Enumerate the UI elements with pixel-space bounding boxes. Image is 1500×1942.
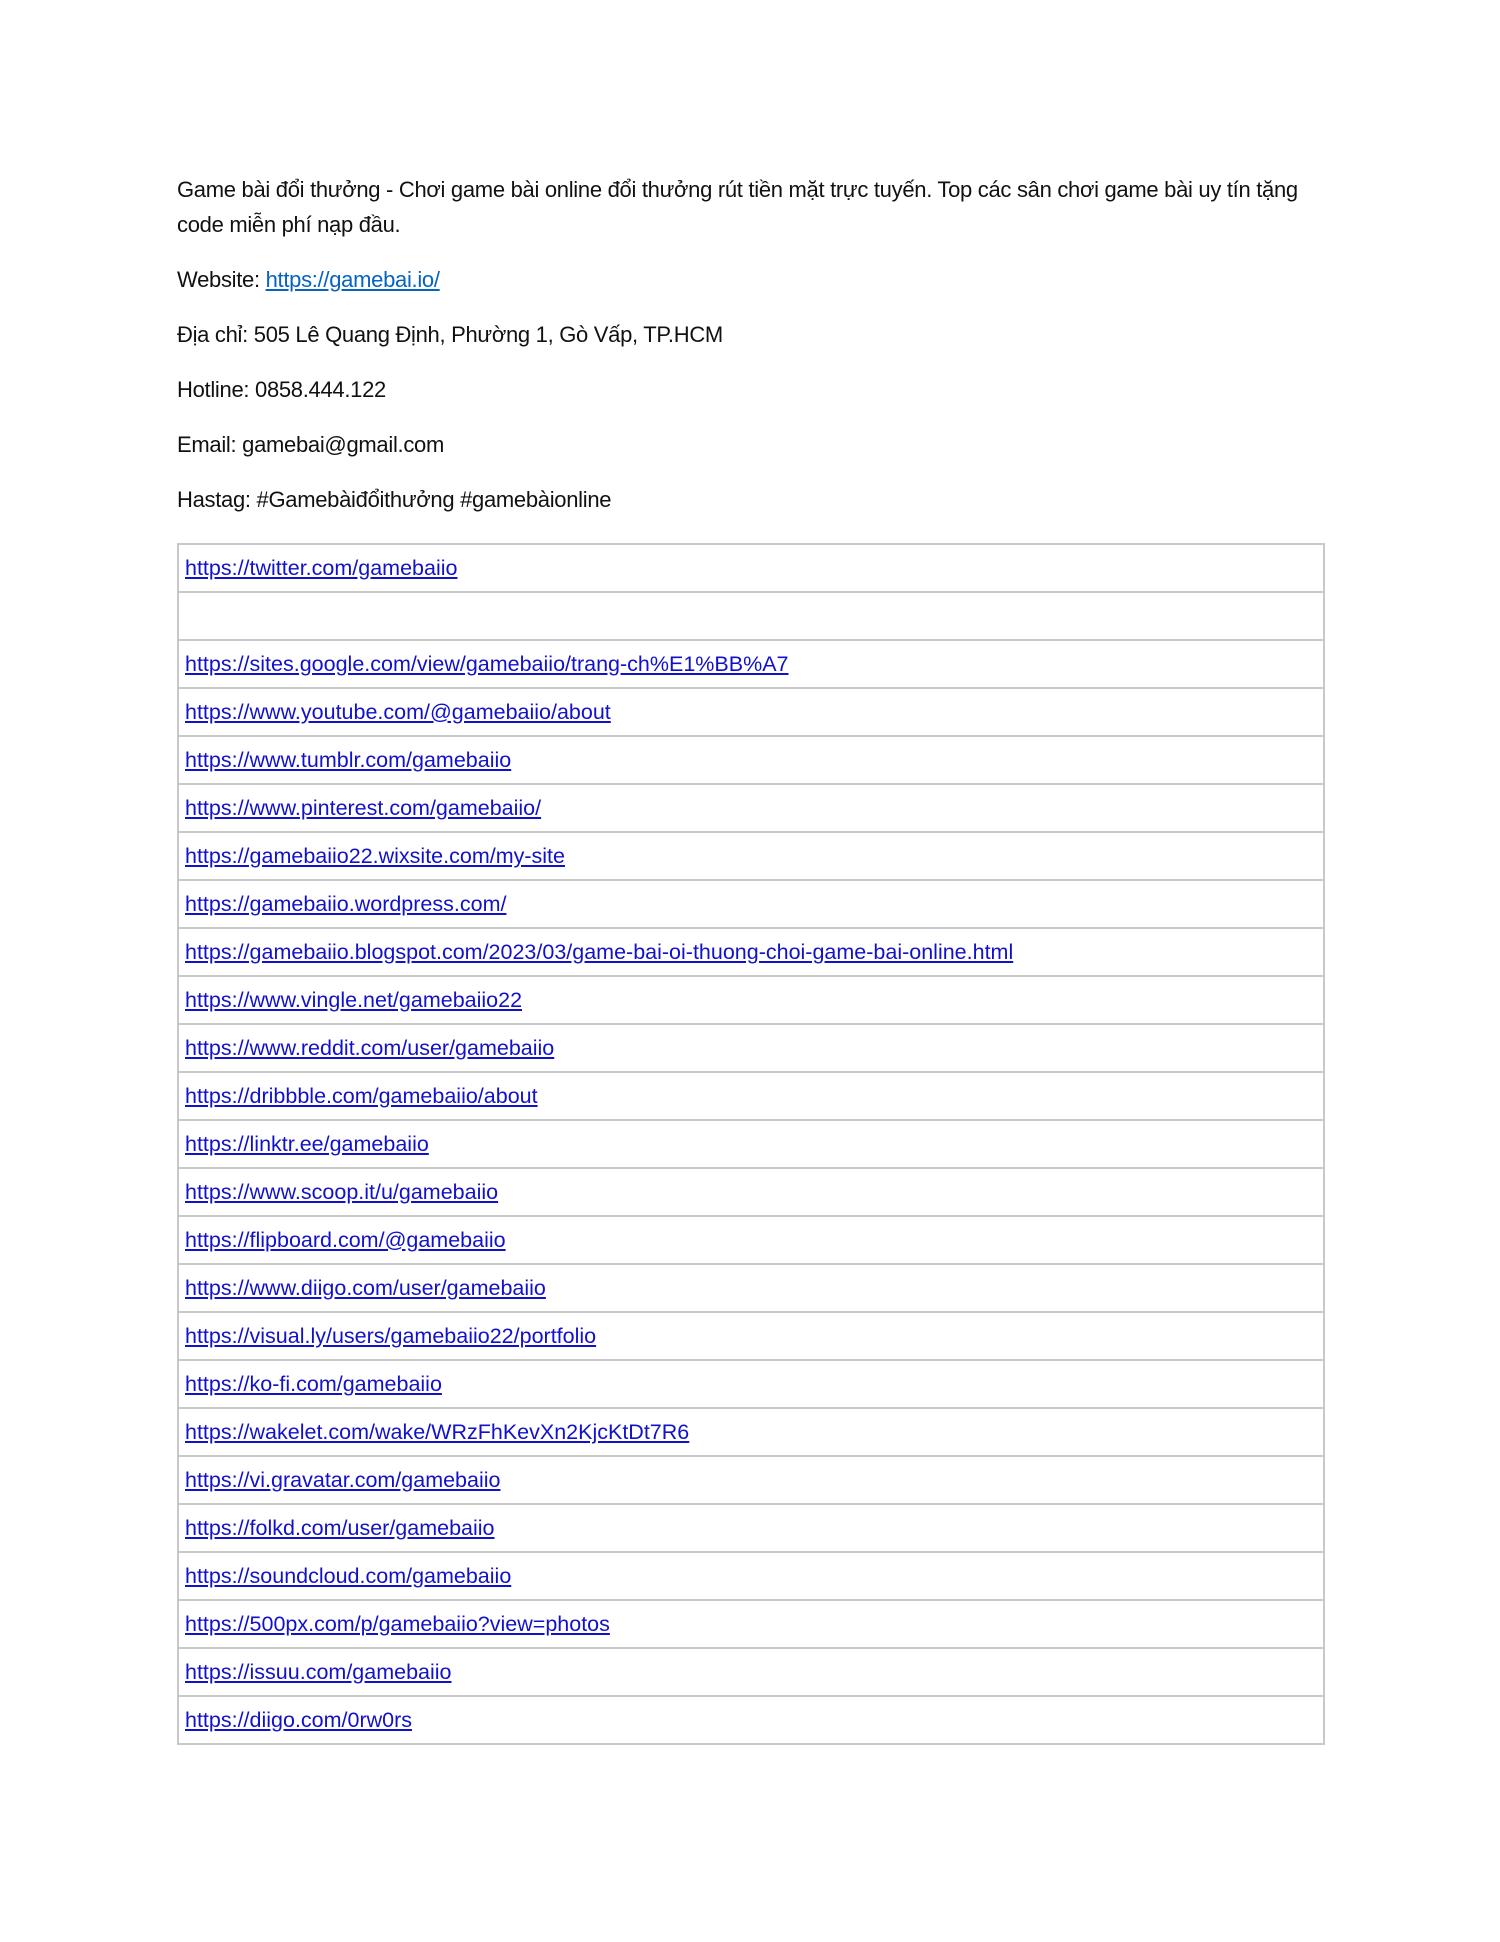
website-label: Website: [177, 267, 266, 292]
profile-link[interactable]: https://folkd.com/user/gamebaiio [185, 1515, 495, 1540]
table-row [178, 1120, 1324, 1168]
table-row [178, 976, 1324, 1024]
link-cell [178, 1168, 1324, 1216]
table-row [178, 1072, 1324, 1120]
profile-link[interactable]: https://gamebaiio.blogspot.com/2023/03/game-bai-oi-thuong-choi-game-bai-online.html [185, 939, 1014, 964]
link-cell [178, 1696, 1324, 1744]
link-cell [178, 1024, 1324, 1072]
link-cell [178, 592, 1324, 640]
email-line: Email: gamebai@gmail.com [177, 432, 445, 457]
table-row [178, 784, 1324, 832]
profile-link[interactable]: https://www.tumblr.com/gamebaiio [185, 747, 512, 772]
profile-link[interactable]: https://www.pinterest.com/gamebaiio/ [185, 795, 542, 820]
table-row [178, 1648, 1324, 1696]
profile-link[interactable]: https://sites.google.com/view/gamebaiio/trang-ch%E1%BB%A7 [185, 651, 789, 676]
hotline-line: Hotline: 0858.444.122 [177, 377, 386, 402]
link-cell [178, 1264, 1324, 1312]
table-row [178, 1264, 1324, 1312]
profile-link[interactable]: https://linktr.ee/gamebaiio [185, 1131, 429, 1156]
link-cell [178, 1216, 1324, 1264]
link-cell [178, 1408, 1324, 1456]
links-table [177, 543, 1325, 1745]
table-row [178, 592, 1324, 640]
link-cell [178, 976, 1324, 1024]
table-row [178, 1600, 1324, 1648]
link-cell [178, 1312, 1324, 1360]
table-row [178, 1168, 1324, 1216]
website-line [177, 262, 1325, 297]
address-line: Địa chỉ: 505 Lê Quang Định, Phường 1, Gò Vấp, TP.HCM [177, 322, 723, 347]
link-cell [178, 1552, 1324, 1600]
table-row [178, 1216, 1324, 1264]
link-cell [178, 784, 1324, 832]
table-row [178, 1504, 1324, 1552]
table-row [178, 880, 1324, 928]
document-body [177, 172, 1325, 537]
table-row [178, 832, 1324, 880]
link-cell [178, 688, 1324, 736]
link-cell [178, 640, 1324, 688]
table-row [178, 1456, 1324, 1504]
profile-link[interactable]: https://wakelet.com/wake/WRzFhKevXn2KjcKtDt7R6 [185, 1419, 690, 1444]
intro-paragraph: Game bài đổi thưởng - Chơi game bài online đổi thưởng rút tiền mặt trực tuyến. Top các sân chơi game bài uy tín tặng code miễn phí nạp đầu. [177, 177, 1298, 237]
link-cell [178, 1120, 1324, 1168]
link-cell [178, 1648, 1324, 1696]
link-cell [178, 1072, 1324, 1120]
link-cell [178, 1504, 1324, 1552]
profile-link[interactable]: https://flipboard.com/@gamebaiio [185, 1227, 506, 1252]
table-row [178, 928, 1324, 976]
profile-link[interactable]: https://dribbble.com/gamebaiio/about [185, 1083, 538, 1108]
hashtag-line: Hastag: #Gamebàiđổithưởng #gamebàionline [177, 487, 612, 512]
profile-link[interactable]: https://diigo.com/0rw0rs [185, 1707, 413, 1732]
profile-link[interactable]: https://www.vingle.net/gamebaiio22 [185, 987, 523, 1012]
profile-link[interactable]: https://soundcloud.com/gamebaiio [185, 1563, 512, 1588]
profile-link[interactable]: https://gamebaiio.wordpress.com/ [185, 891, 507, 916]
profile-link[interactable]: https://twitter.com/gamebaiio [185, 555, 458, 580]
link-cell [178, 544, 1324, 592]
profile-link[interactable]: https://vi.gravatar.com/gamebaiio [185, 1467, 501, 1492]
table-row [178, 640, 1324, 688]
profile-link[interactable]: https://500px.com/p/gamebaiio?view=photos [185, 1611, 610, 1636]
table-row [178, 1408, 1324, 1456]
profile-link[interactable]: https://ko-fi.com/gamebaiio [185, 1371, 442, 1396]
profile-link[interactable]: https://visual.ly/users/gamebaiio22/portfolio [185, 1323, 597, 1348]
profile-link[interactable]: https://www.reddit.com/user/gamebaiio [185, 1035, 555, 1060]
table-row [178, 688, 1324, 736]
link-cell [178, 832, 1324, 880]
profile-link[interactable]: https://gamebaiio22.wixsite.com/my-site [185, 843, 565, 868]
link-cell [178, 1600, 1324, 1648]
website-link[interactable]: https://gamebai.io/ [265, 267, 440, 292]
table-row [178, 1024, 1324, 1072]
table-row [178, 1696, 1324, 1744]
table-row [178, 1360, 1324, 1408]
link-cell [178, 1360, 1324, 1408]
table-row [178, 1552, 1324, 1600]
profile-link[interactable]: https://www.diigo.com/user/gamebaiio [185, 1275, 546, 1300]
link-cell [178, 1456, 1324, 1504]
link-cell [178, 880, 1324, 928]
link-cell [178, 928, 1324, 976]
profile-link[interactable]: https://www.scoop.it/u/gamebaiio [185, 1179, 499, 1204]
profile-link[interactable]: https://www.youtube.com/@gamebaiio/about [185, 699, 611, 724]
link-cell [178, 736, 1324, 784]
table-row [178, 544, 1324, 592]
profile-link[interactable]: https://issuu.com/gamebaiio [185, 1659, 452, 1684]
table-row [178, 1312, 1324, 1360]
table-row [178, 736, 1324, 784]
